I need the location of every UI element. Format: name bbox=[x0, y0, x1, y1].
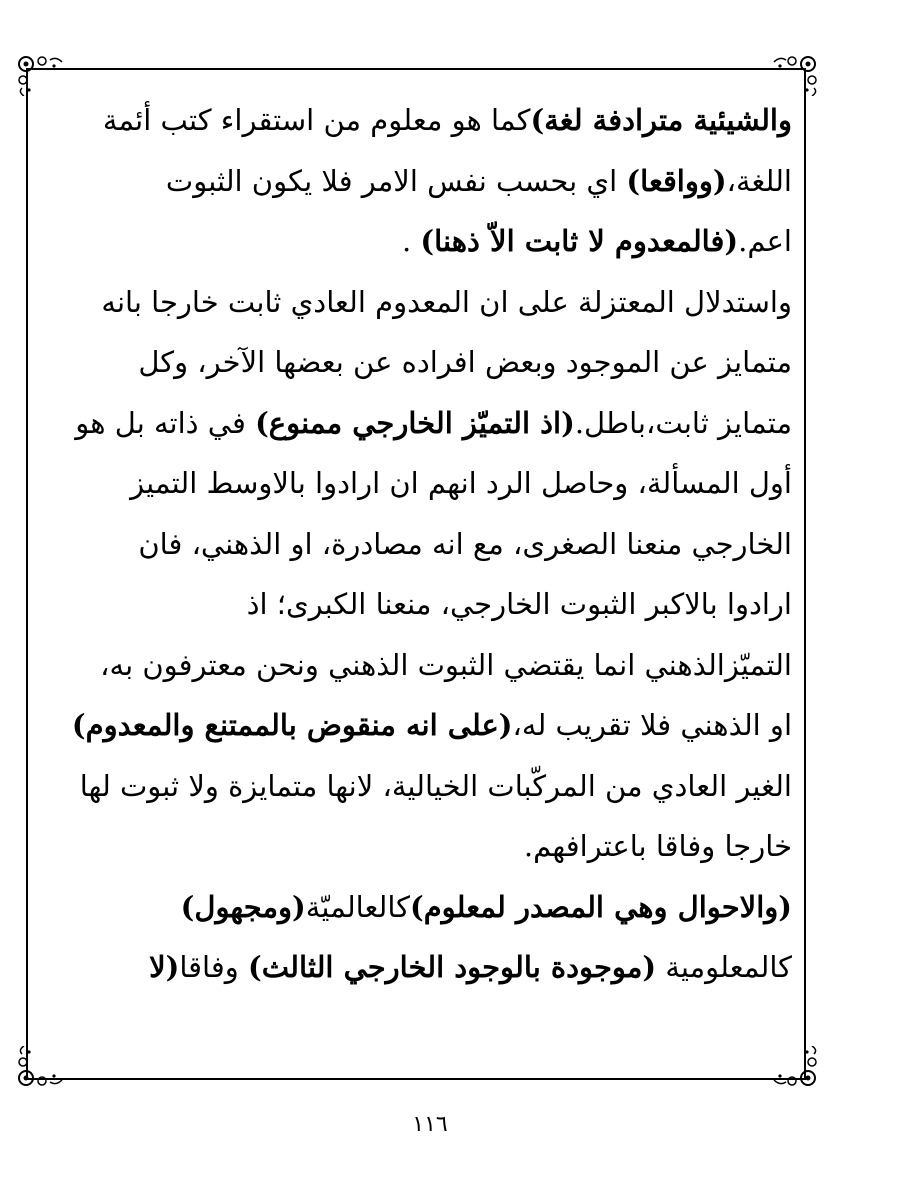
text-segment: كالعالميّة bbox=[305, 889, 410, 924]
text-line bbox=[42, 937, 792, 998]
page-body-text bbox=[42, 90, 792, 998]
text-line bbox=[42, 756, 792, 817]
text-segment: كما هو معلوم من استقراء كتب أئمة bbox=[102, 103, 531, 137]
bold-text-segment: (وواقعا) bbox=[626, 163, 727, 198]
floral-ornament-icon bbox=[14, 1046, 66, 1090]
text-segment: الخارجي منعنا الصغرى، مع انه مصادرة، او الذهني، فان bbox=[138, 526, 792, 561]
text-line bbox=[42, 332, 792, 393]
text-segment: . bbox=[401, 224, 421, 258]
text-line bbox=[42, 877, 792, 938]
bold-text-segment: (لا bbox=[149, 950, 180, 984]
bold-text-segment: (على انه منقوض بالممتنع والمعدوم) bbox=[71, 708, 513, 742]
text-line bbox=[42, 514, 792, 575]
bold-text-segment: (اذ التميّز الخارجي ممنوع) bbox=[255, 405, 575, 440]
text-line bbox=[42, 816, 792, 877]
text-line bbox=[42, 151, 792, 212]
text-segment: وفاقا bbox=[179, 950, 248, 984]
bold-text-segment: (والاحوال وهي المصدر لمعلوم) bbox=[410, 889, 792, 924]
text-segment: اللغة، bbox=[726, 163, 792, 198]
text-segment: التميّزالذهني انما يقتضي الثبوت الذهني ونحن معترفون به، bbox=[100, 647, 792, 682]
text-segment: اي بحسب نفس الامر فلا يكون الثبوت bbox=[165, 163, 627, 198]
bold-text-segment: (ومجهول) bbox=[180, 889, 306, 924]
text-segment: ارادوا بالاكبر الثبوت الخارجي، منعنا الكبرى؛ اذ bbox=[246, 587, 792, 621]
text-line bbox=[42, 393, 792, 454]
text-line bbox=[42, 695, 792, 756]
bold-text-segment: (فالمعدوم لا ثابت الاّ ذهنا) bbox=[420, 224, 739, 258]
text-line bbox=[42, 90, 792, 151]
bold-text-segment: والشيئية مترادفة لغة) bbox=[530, 103, 792, 137]
text-line bbox=[42, 453, 792, 514]
text-segment: خارجا وفاقا باعترافهم. bbox=[523, 829, 792, 863]
text-line bbox=[42, 272, 792, 333]
text-segment: متمايز ثابت،باطل. bbox=[574, 405, 792, 440]
text-line bbox=[42, 635, 792, 696]
text-segment: في ذاته بل هو bbox=[75, 405, 256, 440]
text-line bbox=[42, 574, 792, 635]
text-segment: واستدلال المعتزلة على ان المعدوم العادي ثابت خارجا بانه bbox=[101, 284, 792, 319]
floral-ornament-icon bbox=[770, 1046, 822, 1090]
text-line bbox=[42, 211, 792, 272]
text-segment: اعم. bbox=[738, 224, 792, 258]
page-number: ١١٦ bbox=[412, 1112, 448, 1137]
text-segment: أول المسألة، وحاصل الرد انهم ان ارادوا بالاوسط التميز bbox=[130, 466, 792, 500]
text-segment: الغير العادي من المركّبات الخيالية، لانها متمايزة ولا ثبوت لها bbox=[79, 768, 792, 803]
text-segment: متمايز عن الموجود وبعض افراده عن بعضها الآخر، وكل bbox=[138, 345, 792, 379]
text-segment: كالمعلومية bbox=[656, 950, 792, 984]
bold-text-segment: (موجودة بالوجود الخارجي الثالث) bbox=[247, 950, 657, 984]
text-segment: او الذهني فلا تقريب له، bbox=[512, 708, 792, 742]
